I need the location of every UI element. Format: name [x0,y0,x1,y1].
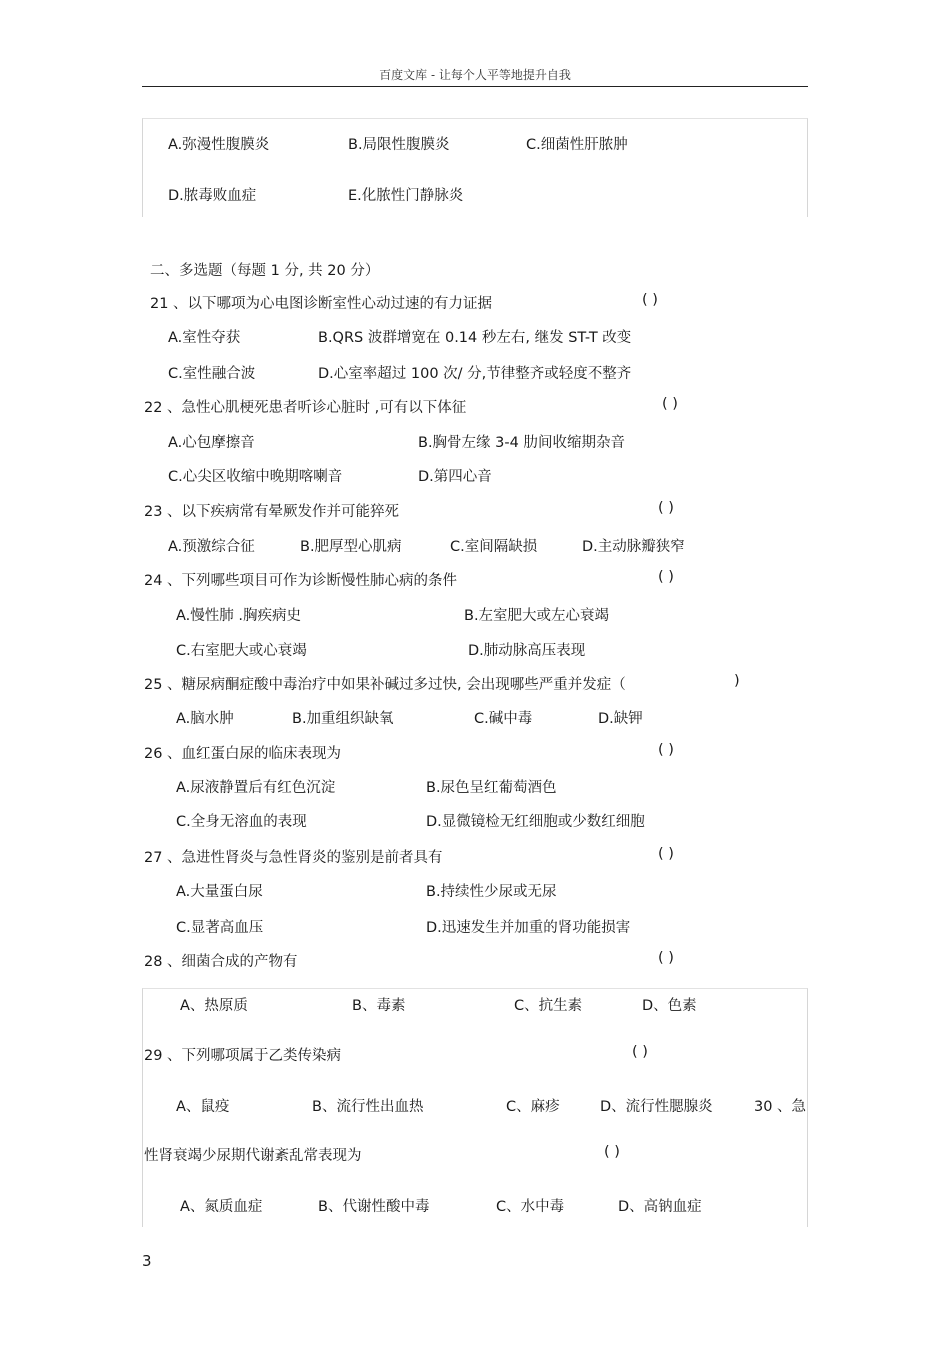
option-d: D.脓毒败血症 [168,188,257,204]
q23-stem: 23 、以下疾病常有晕厥发作并可能猝死 [144,504,400,520]
q22-option-d: D.第四心音 [418,469,492,485]
q30-option-a: A、氮质血症 [180,1199,263,1215]
option-a: A.弥漫性腹膜炎 [168,137,270,153]
q22-answer-paren: ( ) [662,396,678,412]
header-rule [142,86,808,87]
q23-option-b: B.肥厚型心肌病 [300,539,402,555]
q30-answer-paren: ( ) [604,1144,620,1160]
q27-stem: 27 、急进性肾炎与急性肾炎的鉴别是前者具有 [144,850,443,866]
q22-option-c: C.心尖区收缩中晚期喀喇音 [168,469,343,485]
q25-option-a: A.脑水肿 [176,711,234,727]
q24-answer-paren: ( ) [658,569,674,585]
q25-option-d: D.缺钾 [598,711,643,727]
q26-stem: 26 、血红蛋白尿的临床表现为 [144,746,342,762]
q25-option-b: B.加重组织缺氧 [292,711,394,727]
section-title: 二、多选题（每题 1 分, 共 20 分） [150,263,380,279]
page-header: 百度文库 - 让每个人平等地提升自我 [379,68,571,82]
q27-option-b: B.持续性少尿或无尿 [426,884,557,900]
q21-stem: 21 、以下哪项为心电图诊断室性心动过速的有力证据 [150,296,493,312]
q25-stem: 25 、糖尿病酮症酸中毒治疗中如果补碱过多过快, 会出现哪些严重并发症（ [144,677,626,693]
q28-answer-paren: ( ) [658,950,674,966]
q29-option-d: D、流行性腮腺炎 [600,1099,713,1115]
q28-stem: 28 、细菌合成的产物有 [144,954,298,970]
q24-option-b: B.左室肥大或左心衰竭 [464,608,610,624]
q28-option-b: B、毒素 [352,998,406,1014]
q26-option-a: A.尿液静置后有红色沉淀 [176,780,336,796]
q24-option-c: C.右室肥大或心衰竭 [176,643,307,659]
q21-option-b: B.QRS 波群增宽在 0.14 秒左右, 继发 ST-T 改变 [318,330,632,346]
q26-option-d: D.显微镜检无红细胞或少数红细胞 [426,814,645,830]
q26-option-b: B.尿色呈红葡萄酒色 [426,780,557,796]
q25-answer-paren: ) [734,673,740,689]
q27-answer-paren: ( ) [658,846,674,862]
q26-option-c: C.全身无溶血的表现 [176,814,307,830]
q27-option-a: A.大量蛋白尿 [176,884,263,900]
page-number: 3 [142,1252,152,1270]
q28-option-a: A、热原质 [180,998,248,1014]
q23-option-d: D.主动脉瓣狭窄 [582,539,685,555]
q24-stem: 24 、下列哪些项目可作为诊断慢性肺心病的条件 [144,573,458,589]
q23-option-c: C.室间隔缺损 [450,539,538,555]
option-e: E.化脓性门静脉炎 [348,188,464,204]
q27-option-d: D.迅速发生并加重的肾功能损害 [426,920,631,936]
q30-stem-start: 30 、急 [754,1099,807,1115]
q30-option-c: C、水中毒 [496,1199,565,1215]
q23-option-a: A.预激综合征 [168,539,255,555]
q30-option-d: D、高钠血症 [618,1199,702,1215]
q24-option-d: D.肺动脉高压表现 [468,643,586,659]
q22-stem: 22 、急性心肌梗死患者听诊心脏时 ,可有以下体征 [144,400,467,416]
q29-answer-paren: ( ) [632,1044,648,1060]
q24-option-a: A.慢性肺 .胸疾病史 [176,608,301,624]
q26-answer-paren: ( ) [658,742,674,758]
q30-stem-rest: 性肾衰竭少尿期代谢紊乱常表现为 [144,1148,362,1164]
q27-option-c: C.显著高血压 [176,920,264,936]
option-c: C.细菌性肝脓肿 [526,137,628,153]
q25-option-c: C.碱中毒 [474,711,533,727]
q28-option-c: C、抗生素 [514,998,583,1014]
q22-option-a: A.心包摩擦音 [168,435,255,451]
q22-option-b: B.胸骨左缘 3-4 肋间收缩期杂音 [418,435,625,451]
q29-option-a: A、鼠疫 [176,1099,230,1115]
q23-answer-paren: ( ) [658,500,674,516]
option-b: B.局限性腹膜炎 [348,137,450,153]
q29-stem: 29 、下列哪项属于乙类传染病 [144,1048,342,1064]
q21-option-c: C.室性融合波 [168,366,256,382]
q21-option-a: A.室性夺获 [168,330,241,346]
q28-option-d: D、色素 [642,998,697,1014]
q30-option-b: B、代谢性酸中毒 [318,1199,430,1215]
q29-option-c: C、麻疹 [506,1099,560,1115]
q21-option-d: D.心室率超过 100 次/ 分,节律整齐或轻度不整齐 [318,366,632,382]
q29-option-b: B、流行性出血热 [312,1099,424,1115]
q21-answer-paren: ( ) [642,292,658,308]
